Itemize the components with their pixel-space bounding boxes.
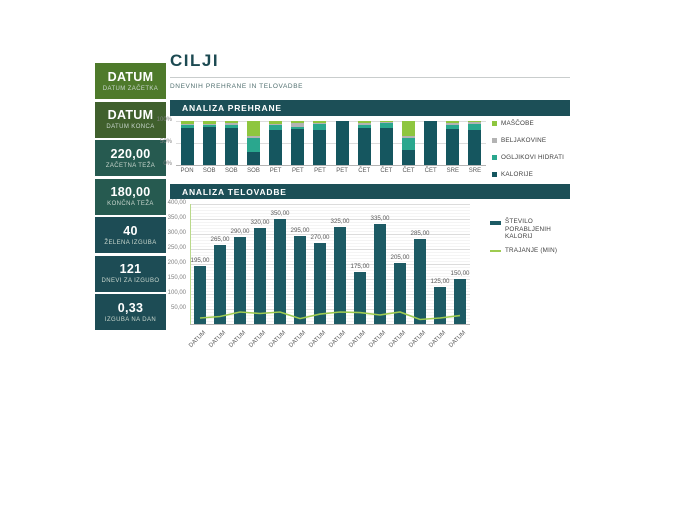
y-axis-label: 100%: [156, 117, 172, 123]
sidebar-cell-value: 220,00: [110, 146, 151, 161]
legend-swatch: [492, 172, 497, 177]
page-subtitle: DNEVNIH PREHRANE IN TELOVADBE: [170, 83, 304, 90]
segment-ogljikovi-hidrati: [446, 125, 459, 129]
sidebar-cell-label: DATUM KONCA: [106, 124, 155, 130]
segment-beljakovine: [402, 136, 415, 139]
segment-kalorije: [380, 128, 393, 165]
x-axis-label: SRE: [446, 168, 459, 174]
x-axis-label: ČET: [402, 168, 415, 174]
x-axis-label: DATUM: [308, 330, 328, 350]
segment-beljakovine: [358, 123, 371, 125]
x-axis-label: ČET: [424, 168, 437, 174]
segment-beljakovine: [446, 123, 459, 125]
segment-ogljikovi-hidrati: [269, 125, 282, 130]
segment-beljakovine: [269, 124, 282, 126]
y-axis-label: 200,00: [167, 260, 186, 266]
segment-beljakovine: [380, 122, 393, 123]
stacked-bar-pon-0: [181, 121, 194, 165]
bar-value-label: 290,00: [230, 228, 250, 235]
y-axis-label: 150,00: [167, 275, 186, 281]
bar-value-label: 285,00: [410, 229, 430, 237]
y-axis-label: 50,00: [170, 305, 186, 311]
sidebar-cell-value: 40: [123, 223, 138, 238]
sidebar-cell-value: 121: [119, 262, 142, 276]
segment-ogljikovi-hidrati: [358, 125, 371, 129]
gridline: [176, 143, 486, 144]
nutrition-chart-x-axis: [176, 168, 486, 178]
legend-label: KALORIJE: [501, 171, 534, 178]
gridline: [176, 121, 486, 122]
segment-kalorije: [468, 130, 481, 165]
legend-label: MAŠČOBE: [501, 120, 534, 127]
bar-value-label: 295,00: [290, 226, 310, 234]
segment-kalorije: [336, 121, 349, 165]
legend-item-1: [492, 137, 546, 145]
x-axis-label: ČET: [380, 168, 393, 174]
bar-value-label: 325,00: [330, 217, 350, 225]
stacked-bar-čet-9: [380, 121, 393, 165]
stacked-bar-sre-12: [446, 121, 459, 165]
x-axis-label: SOB: [247, 168, 260, 174]
x-axis-label: DATUM: [408, 330, 428, 350]
sidebar-cell-value: DATUM: [107, 108, 154, 122]
bar-value-label: 335,00: [370, 214, 390, 222]
segment-ogljikovi-hidrati: [291, 127, 304, 129]
sidebar-cell-label: ŽELENA IZGUBA: [104, 239, 157, 246]
segment-beljakovine: [313, 123, 326, 124]
x-axis-label: DATUM: [188, 330, 208, 350]
section-header-nutrition: ANALIZA PREHRANE: [170, 100, 570, 116]
x-axis-label: DATUM: [348, 330, 368, 350]
gridline: [176, 165, 486, 166]
duration-line-series: [190, 204, 470, 324]
x-axis-label: DATUM: [248, 330, 268, 350]
segment-ogljikovi-hidrati: [468, 124, 481, 130]
segment-maščobe: [269, 121, 282, 124]
bar-value-label: 270,00: [310, 234, 330, 241]
x-axis-line: [190, 324, 470, 325]
bar-value-label: 205,00: [390, 253, 410, 261]
segment-beljakovine: [203, 124, 216, 125]
sidebar-cell-3[interactable]: [95, 179, 166, 215]
segment-ogljikovi-hidrati: [181, 125, 194, 129]
bar-value-label: 125,00: [430, 277, 450, 285]
sidebar-cell-label: ZAČETNA TEŽA: [105, 162, 156, 169]
section-header-exercise: ANALIZA TELOVADBE: [170, 184, 570, 199]
y-axis-label: 250,00: [167, 245, 186, 251]
x-axis-label: DATUM: [208, 330, 228, 350]
segment-maščobe: [247, 121, 260, 136]
segment-kalorije: [181, 128, 194, 165]
segment-ogljikovi-hidrati: [402, 138, 415, 150]
legend-bar-swatch: [490, 221, 501, 225]
x-axis-label: DATUM: [228, 330, 248, 350]
segment-kalorije: [291, 129, 304, 165]
y-axis-label: 350,00: [167, 215, 186, 221]
sidebar-cell-label: DNEVI ZA IZGUBO: [101, 278, 160, 284]
legend-swatch: [492, 155, 497, 160]
y-axis-label: 50%: [159, 139, 172, 145]
segment-maščobe: [446, 121, 459, 123]
stacked-bar-sob-1: [203, 121, 216, 165]
segment-beljakovine: [468, 122, 481, 124]
segment-ogljikovi-hidrati: [203, 125, 216, 127]
stacked-bar-pet-6: [313, 121, 326, 165]
legend-label: ŠTEVILO PORABLJENIH KALORIJ: [505, 218, 551, 240]
sidebar-cell-6[interactable]: [95, 294, 166, 330]
stacked-bar-čet-8: [358, 121, 371, 165]
legend-item-0: [490, 218, 569, 241]
title-divider: [170, 77, 570, 78]
segment-kalorije: [269, 130, 282, 165]
segment-maščobe: [203, 121, 216, 124]
x-axis-label: SOB: [225, 168, 238, 174]
segment-kalorije: [402, 150, 415, 165]
segment-maščobe: [358, 121, 371, 123]
segment-kalorije: [358, 128, 371, 165]
segment-kalorije: [247, 152, 260, 165]
duration-line: [200, 312, 460, 320]
x-axis-label: PON: [180, 168, 194, 174]
bar-value-label: 350,00: [270, 210, 290, 217]
legend-label: TRAJANJE (MIN): [505, 247, 558, 254]
segment-maščobe: [402, 121, 415, 136]
segment-kalorije: [203, 127, 216, 165]
segment-maščobe: [225, 121, 238, 123]
segment-maščobe: [291, 121, 304, 123]
x-axis-label: PET: [269, 168, 282, 174]
bar-value-label: 150,00: [450, 270, 470, 277]
sidebar-cell-label: KONČNA TEŽA: [107, 201, 154, 207]
bar-value-label: 265,00: [210, 235, 230, 243]
stacked-bar-sob-2: [225, 121, 238, 165]
stacked-bar-pet-5: [291, 121, 304, 165]
x-axis-label: DATUM: [288, 330, 308, 350]
sidebar-cell-value: DATUM: [107, 69, 154, 84]
legend-item-0: [492, 120, 534, 128]
x-axis-label: SRE: [468, 168, 482, 174]
x-axis-label: PET: [314, 168, 326, 174]
x-axis-label: DATUM: [328, 330, 348, 350]
x-axis-label: DATUM: [268, 330, 288, 350]
segment-beljakovine: [291, 123, 304, 127]
x-axis-label: PET: [336, 168, 348, 174]
legend-item-1: [490, 247, 569, 255]
legend-swatch: [492, 138, 497, 143]
legend-line-swatch: [490, 250, 501, 252]
segment-beljakovine: [181, 124, 194, 125]
sidebar-cell-label: DATUM ZAČETKA: [102, 85, 159, 92]
x-axis-label: DATUM: [428, 330, 448, 350]
nutrition-stacked-bar-chart: [176, 121, 486, 165]
legend-swatch: [492, 121, 497, 126]
legend-label: OGLJIKOVI HIDRATI: [501, 154, 565, 161]
bar-value-label: 320,00: [250, 219, 270, 226]
exercise-bar-chart: [190, 204, 470, 324]
stacked-bar-čet-11: [424, 121, 437, 165]
x-axis-label: PET: [291, 168, 304, 174]
x-axis-label: DATUM: [388, 330, 408, 350]
segment-kalorije: [313, 130, 326, 165]
segment-ogljikovi-hidrati: [380, 123, 393, 127]
segment-kalorije: [225, 128, 238, 165]
segment-maščobe: [380, 121, 393, 122]
sidebar-cell-2[interactable]: [95, 140, 166, 176]
segment-kalorije: [446, 129, 459, 165]
sidebar-cell-value: 0,33: [117, 300, 144, 315]
segment-kalorije: [424, 121, 437, 165]
segment-maščobe: [313, 121, 326, 123]
stacked-bar-sob-3: [247, 121, 260, 165]
segment-ogljikovi-hidrati: [313, 124, 326, 130]
bar-value-label: 195,00: [190, 256, 210, 264]
x-axis-label: DATUM: [368, 330, 388, 350]
stacked-bar-sre-13: [468, 121, 481, 165]
y-axis-label: 400,00: [167, 200, 186, 206]
page-title: CILJI: [170, 51, 220, 70]
sidebar-cell-label: IZGUBA NA DAN: [104, 316, 157, 323]
y-axis-label: 300,00: [167, 230, 186, 236]
y-axis-label: 0%: [163, 161, 172, 167]
stacked-bar-čet-10: [402, 121, 415, 165]
sidebar-cell-value: 180,00: [110, 185, 151, 199]
x-axis-label: SOB: [202, 168, 216, 174]
segment-beljakovine: [247, 136, 260, 139]
bar-value-label: 175,00: [350, 262, 370, 270]
segment-beljakovine: [225, 123, 238, 124]
segment-maščobe: [181, 121, 194, 124]
x-axis-label: ČET: [358, 168, 371, 174]
segment-ogljikovi-hidrati: [225, 125, 238, 129]
legend-item-3: [492, 171, 533, 179]
legend-label: BELJAKOVINE: [501, 137, 547, 144]
y-axis-label: 100,00: [167, 290, 186, 296]
sidebar-cell-0[interactable]: [95, 63, 166, 99]
stacked-bar-pet-4: [269, 121, 282, 165]
segment-maščobe: [468, 121, 481, 122]
exercise-chart-x-axis: [190, 328, 470, 354]
legend-item-2: [492, 154, 564, 162]
stacked-bar-pet-7: [336, 121, 349, 165]
x-axis-label: DATUM: [448, 330, 468, 350]
segment-ogljikovi-hidrati: [247, 138, 260, 152]
